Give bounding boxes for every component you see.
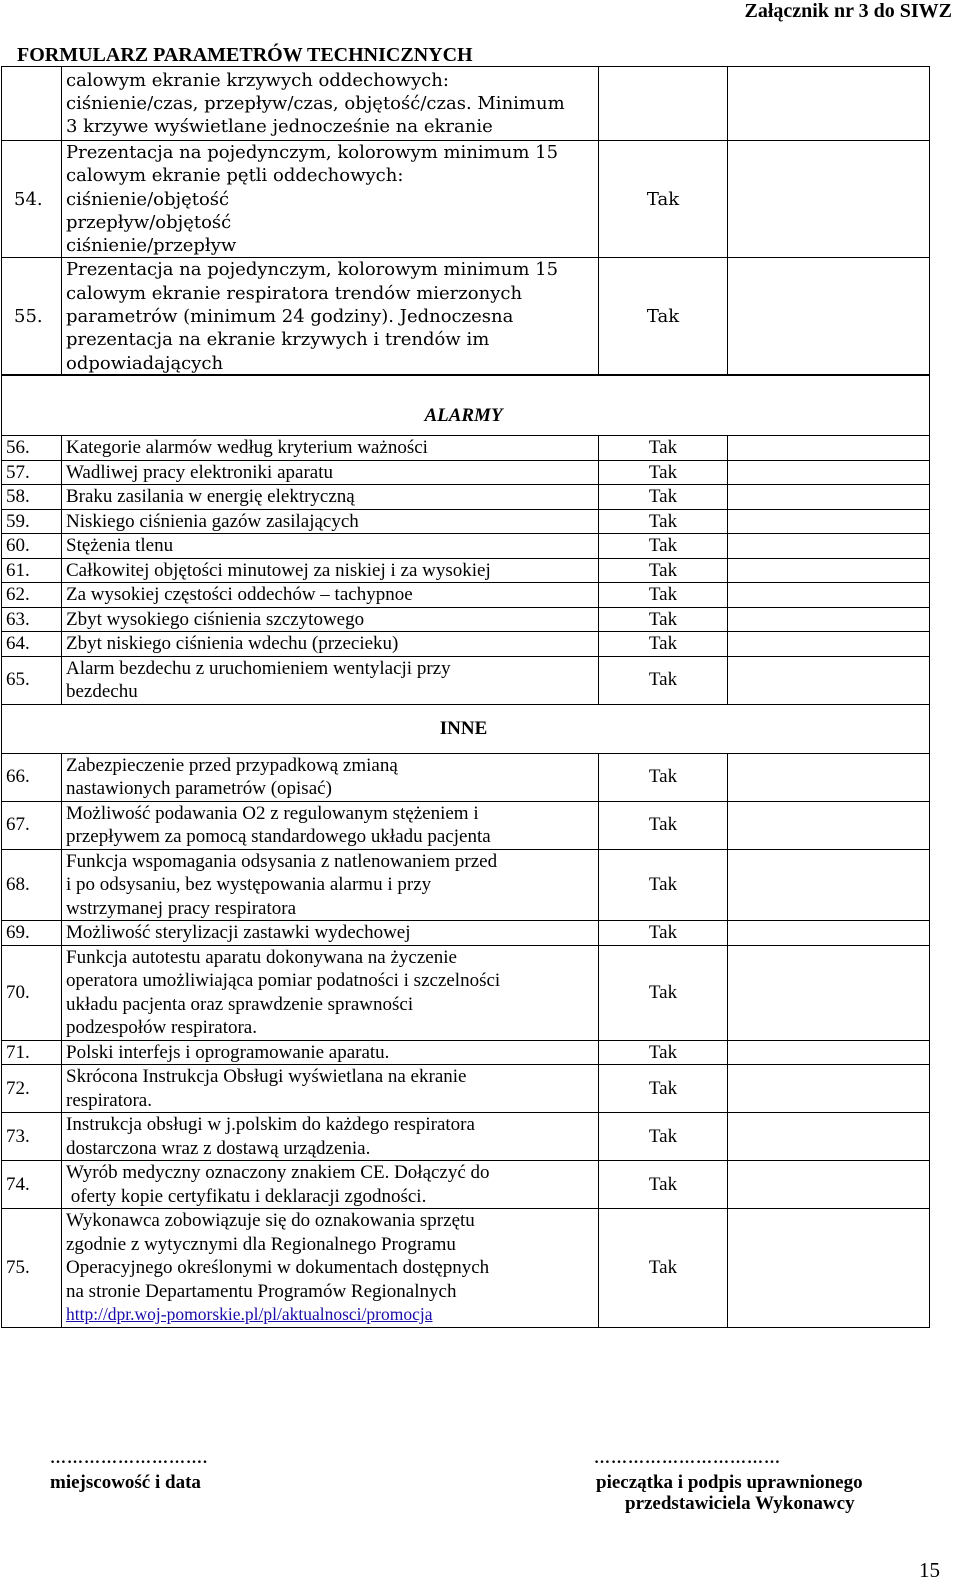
section-title: INNE [2,704,930,753]
table-row-73 [2,1113,930,1161]
row-description [62,1209,599,1328]
desc-line: ciśnienie/czas, przepływ/czas, objętość/czas. Minimum [66,92,565,114]
desc-line: Prezentacja na pojedynczym, kolorowym minimum 15 [66,259,559,281]
promotion-link[interactable]: http://dpr.woj-pomorskie.pl/pl/aktualnosci/promocja [66,1304,433,1324]
row-value: Tak [599,849,728,921]
row-number: 54. [2,141,62,258]
row-description [62,1065,599,1113]
row-offer-cell [728,945,930,1040]
desc-line: Instrukcja obsługi w j.polskim do każdego respiratora [66,1114,475,1135]
row-number-cell [2,67,62,141]
row-description: Całkowitej objętości minutowej za niskiej i za wysokiej [62,558,599,583]
desc-line: operatora umożliwiająca pomiar podatności i szczelności [66,970,501,991]
row-offer-cell [728,1161,930,1209]
desc-line: respiratora. [66,1089,152,1111]
row-value: Tak [599,656,728,704]
table-row-70 [2,945,930,1040]
row-value: Tak [599,141,728,258]
row-offer-cell [728,258,930,375]
desc-line: Alarm bezdechu z uruchomieniem wentylacji przy [66,657,451,679]
row-description: Kategorie alarmów według kryterium ważności [62,436,599,461]
row-description: Stężenia tlenu [62,534,599,559]
table-row-67 [2,801,930,849]
row-value: Tak [599,632,728,657]
row-offer-cell [728,509,930,534]
row-number: 66. [2,753,62,801]
row-number: 70. [2,945,62,1040]
row-value: Tak [599,1065,728,1113]
row-number: 74. [2,1161,62,1209]
row-description: Braku zasilania w energię elektryczną [62,485,599,510]
row-description [62,1113,599,1161]
desc-line: ciśnienie/przepływ [66,235,237,257]
contractor-representative-label: przedstawiciela Wykonawcy [625,1493,855,1514]
row-offer-cell [728,632,930,657]
row-number: 55. [2,258,62,375]
page-number: 15 [919,1558,940,1582]
section-header-alarmy [2,375,930,436]
signature-line-right: …………………………… [594,1450,781,1467]
table-row [2,632,930,657]
row-value: Tak [599,1113,728,1161]
row-offer-cell [728,460,930,485]
desc-line: dostarczona wraz z dostawą urządzenia. [66,1137,371,1159]
table-row [2,460,930,485]
row-description [62,656,599,704]
desc-line: zgodnie z wytycznymi dla Regionalnego Programu [66,1233,456,1255]
row-offer-cell [728,849,930,921]
row-offer-cell [728,1113,930,1161]
row-number: 60. [2,534,62,559]
row-offer-cell [728,1209,930,1328]
desc-line: Skrócona Instrukcja Obsługi wyświetlana na ekranie [66,1066,467,1087]
table-row-75 [2,1209,930,1328]
row-offer-cell [728,583,930,608]
desc-line: 3 krzywe wyświetlane jednocześnie na ekranie [66,116,493,138]
desc-line: ciśnienie/objętość [66,188,230,210]
row-description [62,753,599,801]
table-row-69 [2,921,930,946]
row-offer-cell [728,921,930,946]
row-description [62,141,599,258]
row-description [62,258,599,375]
place-date-label: miejscowość i data [50,1472,201,1493]
row-description: Możliwość sterylizacji zastawki wydechowej [62,921,599,946]
section-title: ALARMY [2,375,930,436]
row-description: Zbyt niskiego ciśnienia wdechu (przecieku) [62,632,599,657]
row-description: Wadliwej pracy elektroniki aparatu [62,460,599,485]
row-description: Zbyt wysokiego ciśnienia szczytowego [62,607,599,632]
row-offer-cell [728,485,930,510]
row-number: 69. [2,921,62,946]
row-number: 68. [2,849,62,921]
params-table-bottom [1,374,930,1328]
signature-line-left: ………………………. [50,1450,208,1467]
table-row [2,509,930,534]
row-number: 63. [2,607,62,632]
desc-line: Funkcja autotestu aparatu dokonywana na życzenie [66,946,457,968]
row-value: Tak [599,534,728,559]
row-value: Tak [599,1161,728,1209]
table-row-54 [2,141,930,258]
row-number: 59. [2,509,62,534]
stamp-signature-label: pieczątka i podpis uprawnionego [596,1472,863,1493]
row-value: Tak [599,436,728,461]
row-value: Tak [599,945,728,1040]
desc-line: Wyrób medyczny oznaczony znakiem CE. Dołączyć do [66,1162,490,1183]
row-number: 64. [2,632,62,657]
row-number: 65. [2,656,62,704]
row-value: Tak [599,460,728,485]
desc-line: przepływ/objętość [66,211,232,233]
row-description [62,849,599,921]
row-number: 58. [2,485,62,510]
table-row [2,607,930,632]
row-offer-cell [728,436,930,461]
row-offer-cell [728,607,930,632]
row-description [62,945,599,1040]
row-description: Polski interfejs i oprogramowanie aparatu. [62,1040,599,1065]
table-row [2,436,930,461]
row-number: 61. [2,558,62,583]
desc-line: podzespołów respiratora. [66,1017,257,1038]
row-offer-cell [728,558,930,583]
row-offer-cell [728,67,930,141]
desc-line: Wykonawca zobowiązuje się do oznakowania sprzętu [66,1210,475,1231]
attachment-label: Załącznik nr 3 do SIWZ [744,0,952,22]
row-description [62,1161,599,1209]
table-row-65 [2,656,930,704]
table-row [2,583,930,608]
row-number: 73. [2,1113,62,1161]
row-number: 75. [2,1209,62,1328]
form-title: FORMULARZ PARAMETRÓW TECHNICZNYCH [17,44,473,66]
desc-line: calowym ekranie respiratora trendów mierzonych [66,282,523,304]
row-description [62,801,599,849]
params-table-top [1,66,930,376]
row-number: 56. [2,436,62,461]
desc-line: przepływem za pomocą standardowego układu pacjenta [66,826,491,847]
table-row-68 [2,849,930,921]
row-value: Tak [599,753,728,801]
row-description: Za wysokiej częstości oddechów – tachypnoe [62,583,599,608]
desc-line: i po odsysaniu, bez występowania alarmu i przy [66,874,432,895]
desc-line: Możliwość podawania O2 z regulowanym stężeniem i [66,802,479,824]
row-offer-cell [728,753,930,801]
desc-line: calowym ekranie pętli oddechowych: [66,165,404,187]
table-row [2,558,930,583]
table-row-continued [2,67,930,141]
row-value: Tak [599,607,728,632]
row-value: Tak [599,485,728,510]
row-value [599,67,728,141]
row-number: 67. [2,801,62,849]
row-offer-cell [728,656,930,704]
row-value: Tak [599,1209,728,1328]
table-row-72 [2,1065,930,1113]
row-value: Tak [599,258,728,375]
table-row-71 [2,1040,930,1065]
table-row-74 [2,1161,930,1209]
desc-line: wstrzymanej pracy respiratora [66,897,297,919]
desc-line: Funkcja wspomagania odsysania z natlenowaniem przed [66,850,498,872]
row-offer-cell [728,801,930,849]
row-value: Tak [599,558,728,583]
desc-line: oferty kopie certyfikatu i deklaracji zgodności. [66,1185,427,1207]
desc-line: odpowiadających [66,352,224,374]
row-number: 57. [2,460,62,485]
row-value: Tak [599,509,728,534]
row-number: 62. [2,583,62,608]
row-description [62,67,599,141]
table-row-66 [2,753,930,801]
section-header-inne [2,704,930,753]
row-offer-cell [728,1065,930,1113]
row-value: Tak [599,1040,728,1065]
table-row [2,534,930,559]
row-value: Tak [599,583,728,608]
row-offer-cell [728,534,930,559]
row-value: Tak [599,921,728,946]
row-number: 71. [2,1040,62,1065]
desc-line: na stronie Departamentu Programów Regionalnych [66,1280,457,1302]
row-value: Tak [599,801,728,849]
desc-line: Operacyjnego określonymi w dokumentach dostępnych [66,1257,490,1278]
desc-line: parametrów (minimum 24 godziny). Jednoczesna [66,306,514,328]
desc-line: Zabezpieczenie przed przypadkową zmianą [66,754,398,776]
table-row-55 [2,258,930,375]
desc-line: bezdechu [66,681,138,702]
desc-line: układu pacjenta oraz sprawdzenie sprawności [66,993,414,1015]
table-row [2,485,930,510]
desc-line: calowym ekranie krzywych oddechowych: [66,69,449,91]
desc-line: nastawionych parametrów (opisać) [66,778,332,799]
row-number: 72. [2,1065,62,1113]
desc-line: Prezentacja na pojedynczym, kolorowym minimum 15 [66,142,559,163]
desc-line: prezentacja na ekranie krzywych i trendów im [66,329,490,351]
row-description: Niskiego ciśnienia gazów zasilających [62,509,599,534]
row-offer-cell [728,1040,930,1065]
row-offer-cell [728,141,930,258]
